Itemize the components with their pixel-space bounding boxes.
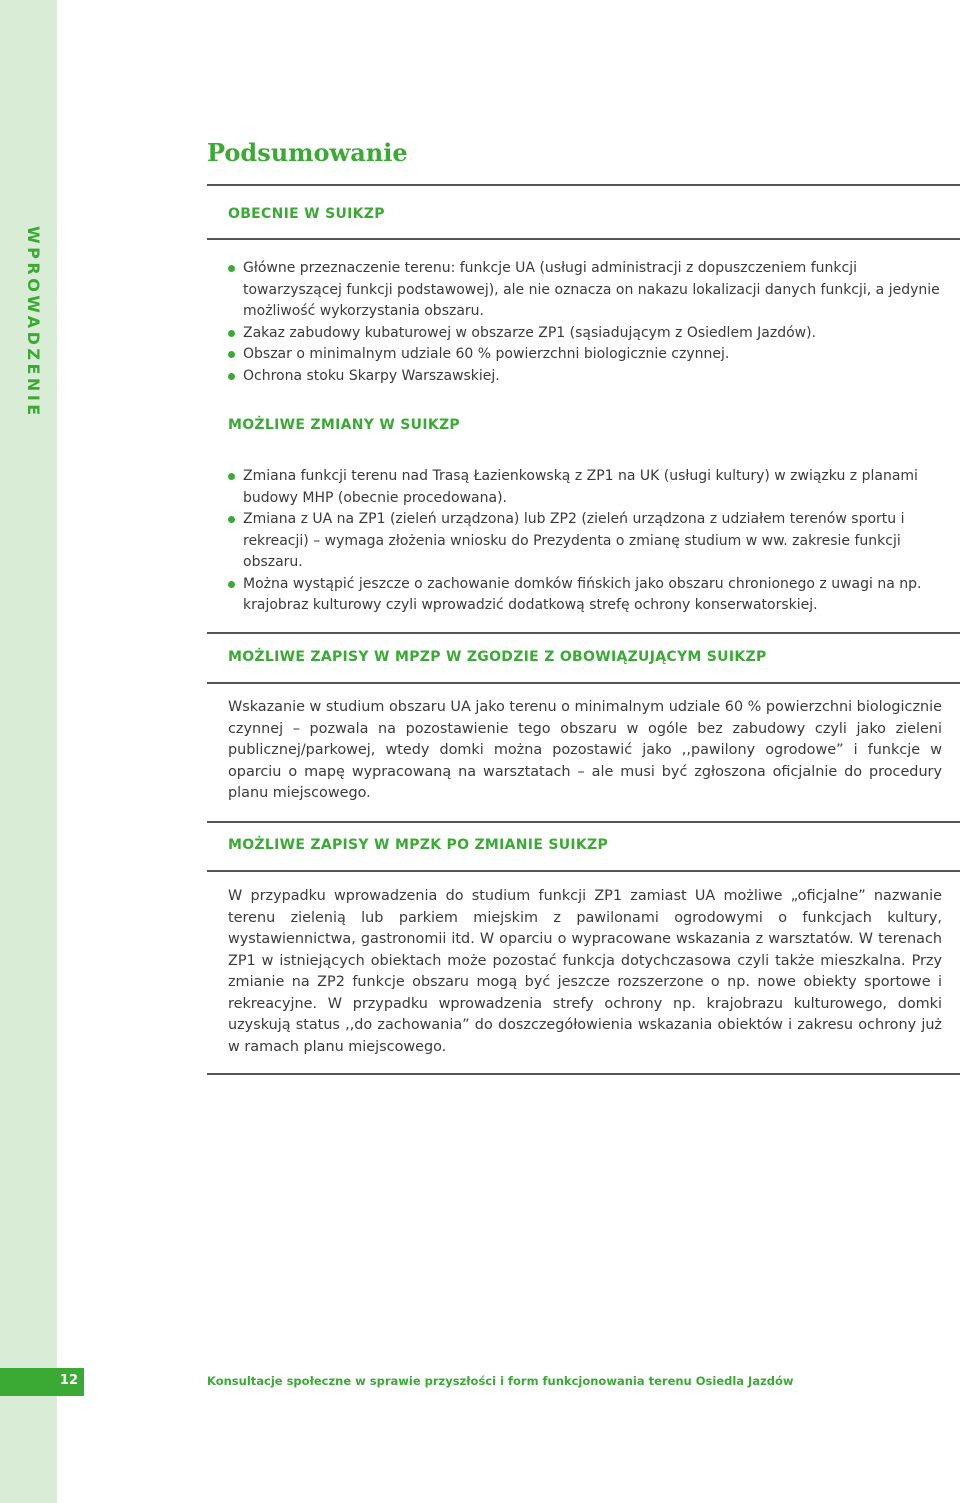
divider	[207, 238, 960, 240]
bullet-list-obecnie	[228, 258, 942, 387]
section-heading-obecnie: OBECNIE W SUIKZP	[228, 206, 385, 222]
list-item-text: Główne przeznaczenie terenu: funkcje UA (usługi administracji z dopuszczeniem funkcji towarzyszącej funkcji podstawowej), ale nie oznacza on nakazu lokalizacji danych funkcji, a jedynie możliwość wykorzystania obszaru.	[243, 260, 940, 319]
list-item	[228, 466, 942, 509]
list-item	[228, 344, 942, 366]
paragraph-zapisy-mpzp: Wskazanie w studium obszaru UA jako terenu o minimalnym udziale 60 % powierzchni biologicznie czynnej – pozwala na pozostawienie tego obszaru w ogóle bez zabudowy czyli jako zieleni publicznej/parkowej, wtedy domki można pozostawić jako ,,pawilony ogrodowe” i funkcje w oparciu o mapę wypracowaną na warsztatach – ale musi być zgłoszona oficjalnie do procedury planu miejscowego.	[228, 699, 942, 801]
list-item	[228, 574, 942, 617]
page-title: Podsumowanie	[207, 138, 408, 167]
list-item	[228, 509, 942, 574]
bullet-dot-icon	[228, 373, 235, 380]
list-item-text: Ochrona stoku Skarpy Warszawskiej.	[243, 367, 500, 384]
section-heading-zapisy-mpzp: MOŻLIWE ZAPISY W MPZP W ZGODZIE Z OBOWIĄZUJĄCYM SUIKZP	[228, 649, 767, 665]
page-number: 12	[59, 1373, 78, 1388]
list-item-text: Zmiana z UA na ZP1 (zieleń urządzona) lub ZP2 (zieleń urządzona z udziałem terenów sportu i rekreacji) – wymaga złożenia wniosku do Prezydenta o zmianę studium w ww. zakresie funkcji obszaru.	[243, 511, 905, 570]
list-item	[228, 258, 942, 323]
divider	[207, 632, 960, 634]
divider	[207, 1073, 960, 1075]
divider	[207, 184, 960, 186]
section-heading-zapisy-mpzk: MOŻLIWE ZAPISY W MPZK PO ZMIANIE SUIKZP	[228, 837, 609, 853]
list-item	[228, 323, 942, 345]
bullet-dot-icon	[228, 330, 235, 337]
bullet-dot-icon	[228, 581, 235, 588]
list-item-text: Można wystąpić jeszcze o zachowanie domków fińskich jako obszaru chronionego z uwagi na np. krajobraz kulturowy czyli wprowadzić dodatkową strefę ochrony konserwatorskiej.	[243, 575, 922, 613]
bullet-dot-icon	[228, 516, 235, 523]
divider	[207, 821, 960, 823]
bullet-list-mozliwe-zmiany	[228, 466, 942, 617]
list-item	[228, 366, 942, 388]
bullet-dot-icon	[228, 351, 235, 358]
divider	[207, 870, 960, 872]
list-item-text: Zakaz zabudowy kubaturowej w obszarze ZP1 (sąsiadującym z Osiedlem Jazdów).	[243, 324, 817, 341]
sidebar-section-label: WPROWADZENIE	[24, 226, 43, 419]
bullet-dot-icon	[228, 265, 235, 272]
page-number-badge	[0, 1368, 84, 1396]
list-item-text: Zmiana funkcji terenu nad Trasą Łazienkowską z ZP1 na UK (usługi kultury) w związku z planami budowy MHP (obecnie procedowana).	[243, 468, 918, 506]
list-item-text: Obszar o minimalnym udziale 60 % powierzchni biologicznie czynnej.	[243, 346, 730, 362]
paragraph-zapisy-mpzk: W przypadku wprowadzenia do studium funkcji ZP1 zamiast UA możliwe „oficjalne” nazwanie terenu zielenią lub parkiem miejskim z pawilonami ogrodowymi o funkcjach kultury, wystawiennictwa, gastronomii itd. W oparciu o wypracowane wskazania z warsztatów. W terenach ZP1 w istniejących obiektach może pozostać funkcja dotychczasowa czyli także mieszkalna. Przy zmianie na ZP2 funkcje obszaru mogą być jeszcze rozszerzone o np. nowe obiekty sportowe i rekreacyjne. W przypadku wprowadzenia strefy ochrony np. krajobrazu kulturowego, domki uzyskują status ,,do zachowania” do doszczegółowienia wskazania obiektów i zakresu ochrony już w ramach planu miejscowego.	[228, 888, 942, 1055]
section-heading-mozliwe-zmiany: MOŻLIWE ZMIANY W SUIKZP	[228, 417, 460, 433]
divider	[207, 682, 960, 684]
footer-title: Konsultacje społeczne w sprawie przyszłości i form funkcjonowania terenu Osiedla Jazdów	[207, 1374, 794, 1388]
bullet-dot-icon	[228, 473, 235, 480]
